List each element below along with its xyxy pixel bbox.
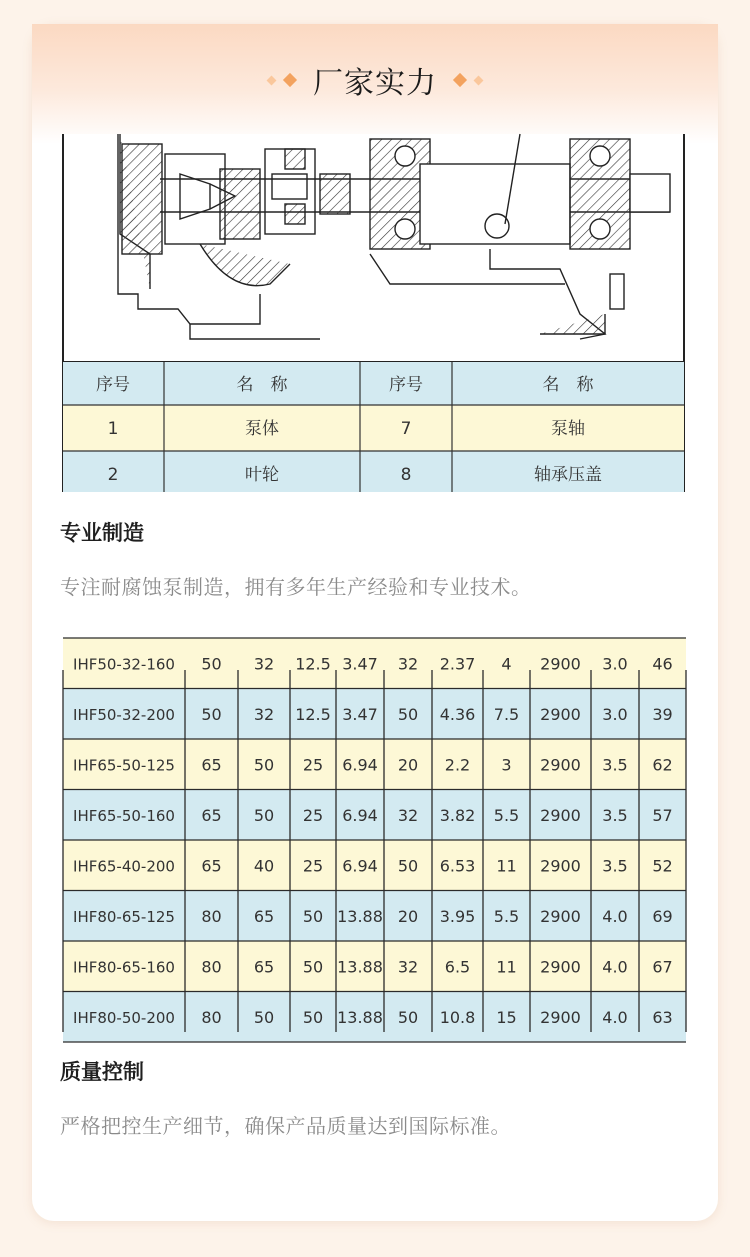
spec-cell: 20	[397, 906, 419, 926]
spec-cell: 3.47	[342, 654, 378, 674]
spec-cell: 2900	[540, 654, 581, 674]
spec-cell: 80	[201, 957, 222, 977]
spec-cell: 6.94	[342, 755, 378, 775]
spec-cell: 2900	[540, 805, 581, 825]
spec-cell: 10.8	[439, 1007, 476, 1027]
spec-cell: 32	[253, 704, 275, 724]
spec-cell: 57	[652, 805, 673, 825]
factory-strength-card	[32, 24, 718, 1221]
spec-cell: 20	[397, 755, 419, 775]
parts-cell: 8	[400, 465, 412, 485]
spec-cell: 11	[496, 957, 517, 977]
spec-cell: 25	[302, 805, 324, 825]
parts-cell: 叶轮	[245, 465, 279, 485]
spec-cell: 15	[496, 1007, 517, 1027]
parts-table	[63, 362, 684, 492]
pump-drawing-lines	[118, 134, 670, 339]
spec-cell: 4.0	[602, 957, 628, 977]
section-heading-manufacturing: 专业制造	[60, 521, 144, 545]
spec-cell: 4.36	[439, 704, 476, 724]
spec-cell: 39	[652, 704, 673, 724]
spec-cell: IHF65-50-160	[73, 806, 175, 825]
parts-cell: 1	[107, 419, 119, 439]
spec-cell: 3.5	[602, 755, 628, 775]
spec-cell: 50	[397, 704, 419, 724]
spec-cell: 12.5	[295, 704, 331, 724]
spec-cell: 2900	[540, 1007, 581, 1027]
spec-cell: 6.5	[444, 957, 471, 977]
spec-cell: 50	[201, 654, 222, 674]
spec-cell: 3	[501, 755, 512, 775]
spec-table-image	[60, 654, 689, 1032]
spec-cell: 13.88	[337, 957, 383, 977]
spec-cell: 2900	[540, 856, 581, 876]
spec-cell: 3.5	[602, 856, 628, 876]
spec-cell: 65	[201, 755, 222, 775]
parts-header-name: 名 称	[236, 375, 288, 395]
spec-cell: 62	[652, 755, 673, 775]
spec-cell: 50	[302, 1007, 324, 1027]
parts-header-name-2: 名 称	[542, 375, 594, 395]
spec-cell: 50	[397, 1007, 419, 1027]
section-text-manufacturing: 专注耐腐蚀泵制造，拥有多年生产经验和专业技术。	[60, 575, 532, 599]
spec-cell: 5.5	[493, 906, 520, 926]
spec-cell: 2.2	[444, 755, 471, 775]
spec-cell: 6.94	[342, 805, 378, 825]
parts-cell: 2	[107, 465, 119, 485]
page-title: 厂家实力	[313, 66, 437, 101]
spec-cell: IHF65-40-200	[73, 857, 175, 876]
spec-cell: 4.0	[602, 1007, 628, 1027]
spec-cell: IHF50-32-200	[73, 705, 175, 724]
spec-cell: 46	[652, 654, 673, 674]
title-decoration-left	[268, 75, 295, 85]
spec-cell: IHF80-65-125	[73, 907, 175, 926]
spec-cell: 80	[201, 1007, 222, 1027]
diamond-icon	[267, 75, 277, 85]
parts-cell: 7	[400, 419, 412, 439]
spec-cell: 3.95	[439, 906, 476, 926]
spec-cell: 7.5	[493, 704, 520, 724]
spec-cell: 50	[201, 704, 222, 724]
spec-cell: 32	[397, 957, 419, 977]
spec-cell: 2900	[540, 906, 581, 926]
section-heading-quality: 质量控制	[60, 1060, 144, 1084]
spec-cell: 50	[302, 957, 324, 977]
diamond-icon	[283, 73, 297, 87]
parts-header-index: 序号	[96, 375, 130, 395]
spec-cell: 13.88	[337, 906, 383, 926]
spec-cell: 50	[302, 906, 324, 926]
spec-cell: IHF80-50-200	[73, 1008, 175, 1027]
spec-cell: 50	[253, 1007, 275, 1027]
parts-cell: 泵轴	[551, 419, 585, 439]
spec-cell: 80	[201, 906, 222, 926]
spec-cell: 3.82	[439, 805, 476, 825]
spec-cell: 6.94	[342, 856, 378, 876]
section-text-quality: 严格把控生产细节，确保产品质量达到国际标准。	[60, 1114, 511, 1138]
title-decoration-right	[455, 75, 482, 85]
spec-cell: 65	[253, 957, 275, 977]
spec-cell: 63	[652, 1007, 673, 1027]
spec-cell: 6.53	[439, 856, 476, 876]
spec-cell: 65	[201, 805, 222, 825]
diamond-icon	[453, 73, 467, 87]
spec-cell: 50	[253, 755, 275, 775]
spec-cell: IHF65-50-125	[73, 756, 175, 775]
spec-cell: 69	[652, 906, 673, 926]
spec-cell: 3.0	[602, 654, 628, 674]
spec-cell: 2900	[540, 957, 581, 977]
spec-cell: 32	[253, 654, 275, 674]
spec-cell: 5.5	[493, 805, 520, 825]
spec-cell: 13.88	[337, 1007, 383, 1027]
spec-cell: 3.0	[602, 704, 628, 724]
spec-cell: 67	[652, 957, 673, 977]
spec-cell: 11	[496, 856, 517, 876]
spec-cell: 25	[302, 856, 324, 876]
parts-cell: 泵体	[245, 419, 279, 439]
diamond-icon	[474, 75, 484, 85]
spec-cell: 3.5	[602, 805, 628, 825]
spec-cell: 4.0	[602, 906, 628, 926]
spec-table	[60, 654, 689, 1032]
spec-cell: 40	[253, 856, 275, 876]
title-row	[32, 58, 718, 102]
spec-cell: IHF80-65-160	[73, 958, 175, 977]
parts-header-index-2: 序号	[389, 375, 423, 395]
spec-cell: 2900	[540, 704, 581, 724]
spec-cell: 65	[201, 856, 222, 876]
pump-drawing-image	[60, 134, 689, 492]
spec-cell: 2.37	[439, 654, 476, 674]
spec-cell: 25	[302, 755, 324, 775]
spec-cell: IHF50-32-160	[73, 655, 175, 674]
spec-cell: 2900	[540, 755, 581, 775]
spec-cell: 4	[501, 654, 512, 674]
spec-cell: 50	[253, 805, 275, 825]
spec-cell: 65	[253, 906, 275, 926]
pump-cross-section	[60, 134, 689, 492]
spec-cell: 32	[397, 654, 419, 674]
parts-cell: 轴承压盖	[534, 465, 602, 485]
spec-cell: 32	[397, 805, 419, 825]
spec-cell: 12.5	[295, 654, 331, 674]
spec-cell: 52	[652, 856, 673, 876]
spec-cell: 3.47	[342, 704, 378, 724]
spec-cell: 50	[397, 856, 419, 876]
